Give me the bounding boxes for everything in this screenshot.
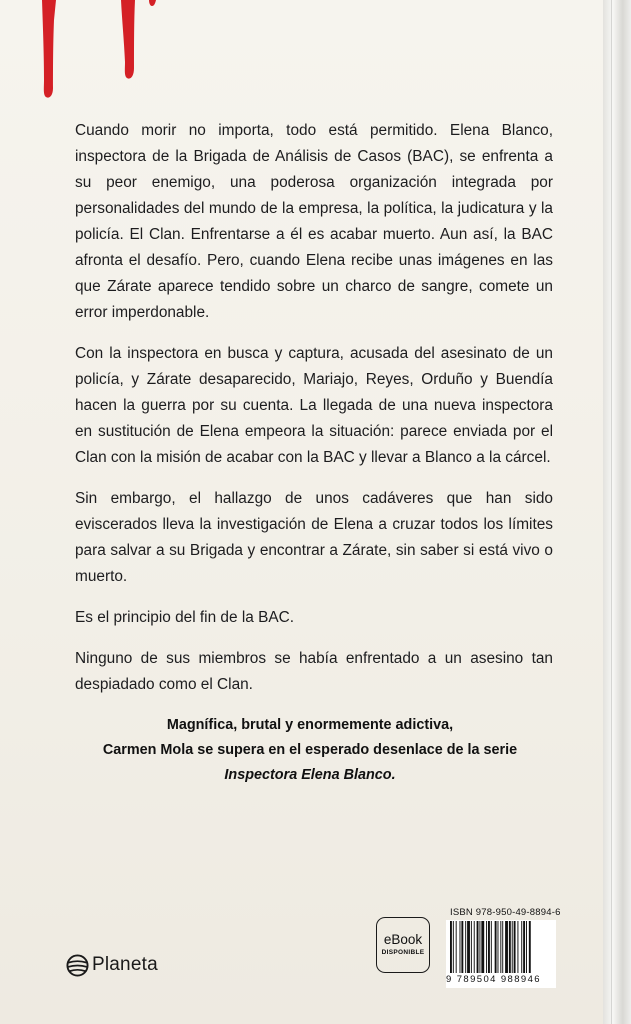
barcode-bar (486, 921, 487, 973)
isbn-label: ISBN 978-950-49-8894-6 (450, 907, 561, 918)
plastic-wrap-edge (603, 0, 631, 1024)
barcode-bar (479, 921, 480, 973)
barcode-bar (488, 921, 490, 973)
blood-drips-decoration (0, 0, 200, 110)
blurb-line: Magnífica, brutal y enormemente adictiva, (166, 717, 454, 733)
synopsis-paragraph: Cuando morir no importa, todo está permitido. Elena Blanco, inspectora de la Brigada de Análisis de Casos (BAC), se enfrenta a su peor enemigo, una poderosa organización integrada por personalidades del mundo de la empresa, la política, la judicatura y la policía. El Clan. Enfrentarse a él es acabar muerto. Aun así, la BAC afronta el desafío. Pero, cuando Elena recibe unas imágenes en las que Zárate aparece tendido sobre un charco de sangre, comete un error imperdonable. (75, 122, 553, 321)
synopsis-paragraph: Es el principio del fin de la BAC. (75, 609, 295, 626)
synopsis-paragraph: Sin embargo, el hallazgo de unos cadáveres que han sido eviscerados lleva la investigación de Elena a cruzar todos los límites para salvar a su Brigada y encontrar a Zárate, sin saber si está vivo o muerto. (75, 490, 553, 585)
barcode-bar (467, 921, 470, 973)
blurb-line: Carmen Mola se supera en el esperado desenlace de la serie (102, 742, 518, 758)
plastic-wrap-seam (611, 0, 612, 1024)
barcode-bars (450, 921, 552, 973)
blood-drip-right (149, 0, 156, 6)
ebook-badge (376, 917, 430, 973)
ebook-badge-title: eBook (383, 932, 423, 947)
barcode-bar (498, 921, 499, 973)
blurb-series-title: Inspectora Elena Blanco. (224, 767, 396, 783)
barcode-bar (471, 921, 472, 973)
barcode-bar (450, 921, 452, 973)
synopsis (75, 118, 553, 713)
press-blurb (60, 713, 560, 788)
barcode-bar (521, 921, 522, 973)
barcode-bar (456, 921, 457, 973)
planeta-globe-icon (66, 954, 89, 977)
barcode-bar (491, 921, 492, 973)
barcode-bar (512, 921, 513, 973)
barcode-bar (461, 921, 463, 973)
barcode-digits: 9 789504 988946 (446, 974, 541, 985)
synopsis-paragraph: Con la inspectora en busca y captura, acusada del asesinato de un policía, y Zárate desaparecido, Mariajo, Reyes, Orduño y Buendía hacen la guerra por su cuenta. La llegada de una nueva inspectora en sustitución de Elena empeora la situación: parece enviada por el Clan con la misión de acabar con la BAC y llevar a Blanco a la cárcel. (75, 345, 553, 466)
barcode-bar (517, 921, 518, 973)
barcode-bar (509, 921, 511, 973)
barcode-bar (477, 921, 479, 973)
barcode-bar (460, 921, 461, 973)
barcode-bar (514, 921, 516, 973)
barcode-bar (526, 921, 527, 973)
barcode-bar (481, 921, 484, 973)
ebook-badge-subtitle: DISPONIBLE (381, 949, 425, 956)
barcode-bar (505, 921, 508, 973)
blood-drip-left (42, 0, 56, 98)
barcode-bar (529, 921, 531, 973)
barcode-bar (465, 921, 466, 973)
synopsis-paragraph: Ninguno de sus miembros se había enfrentado a un asesino tan despiadado como el Clan. (75, 650, 553, 693)
publisher-logo (66, 952, 158, 978)
barcode-bar (523, 921, 525, 973)
barcode-bar (502, 921, 503, 973)
barcode-bar (500, 921, 501, 973)
barcode-bar (474, 921, 475, 973)
publisher-name: Planeta (92, 954, 158, 975)
blood-drip-center (121, 0, 135, 79)
barcode-bar (495, 921, 497, 973)
barcode-bar (453, 921, 454, 973)
